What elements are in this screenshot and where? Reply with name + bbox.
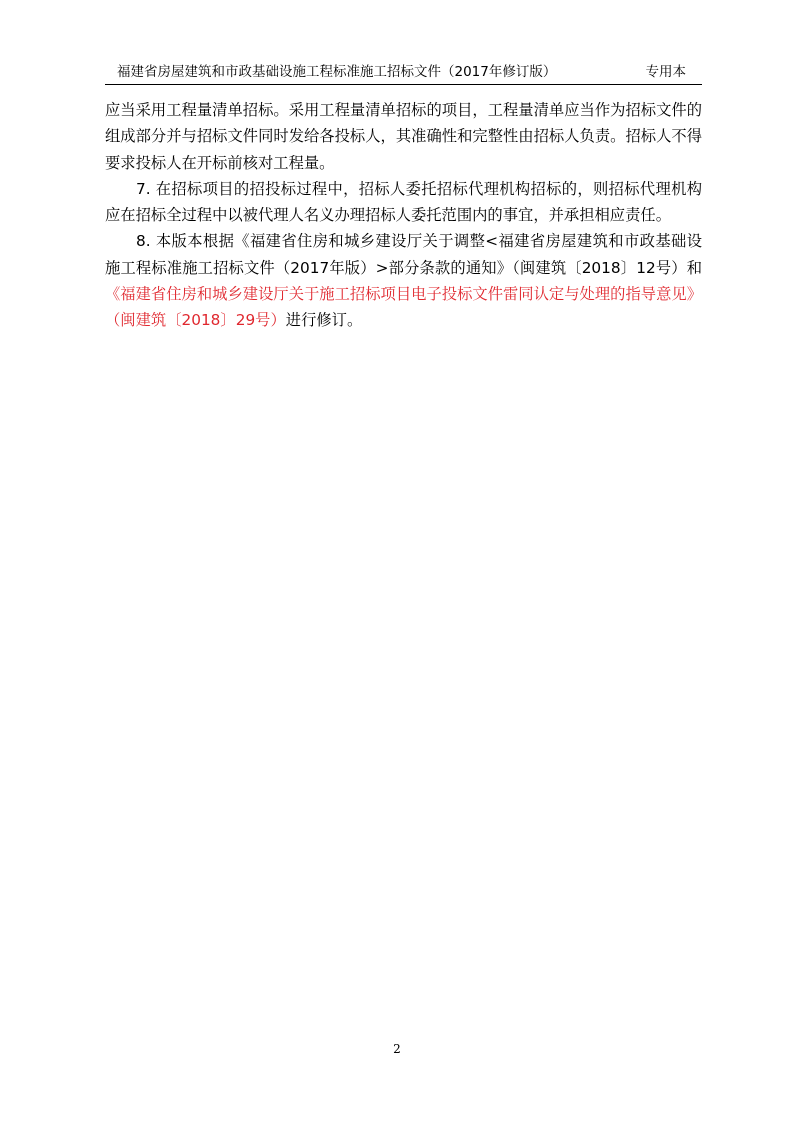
paragraph-item-8-text: 8. 本版本根据《福建省住房和城乡建设厅关于调整<福建省房屋建筑和市政基础设施工程标准施工招标文件（2017年版）>部分条款的通知》（闽建筑〔2018〕12号）和: [105, 232, 702, 277]
document-title: 福建省房屋建筑和市政基础设施工程标准施工招标文件（2017年修订版）: [117, 64, 557, 80]
paragraph-item-7: 7. 在招标项目的招投标过程中，招标人委托招标代理机构招标的，则招标代理机构应在招标全过程中以被代理人名义办理招标人委托范围内的事宜，并承担相应责任。: [105, 179, 702, 225]
page-header: [105, 60, 702, 85]
paragraph-item-8-ending: 进行修订。: [285, 311, 363, 330]
revision-reference-highlight: 《福建省住房和城乡建设厅关于施工招标项目电子投标文件雷同认定与处理的指导意见》（闽建筑〔2018〕29号）: [105, 285, 702, 330]
page-number: 2: [393, 1042, 401, 1056]
edition-tag: 专用本: [645, 64, 686, 80]
paragraph-continuation: 应当采用工程量清单招标。采用工程量清单招标的项目，工程量清单应当作为招标文件的组成部分并与招标文件同时发给各投标人，其准确性和完整性由招标人负责。招标人不得要求投标人在开标前核对工程量。: [105, 101, 702, 172]
body-text: [105, 97, 702, 334]
paragraph-item-8: [105, 228, 702, 333]
